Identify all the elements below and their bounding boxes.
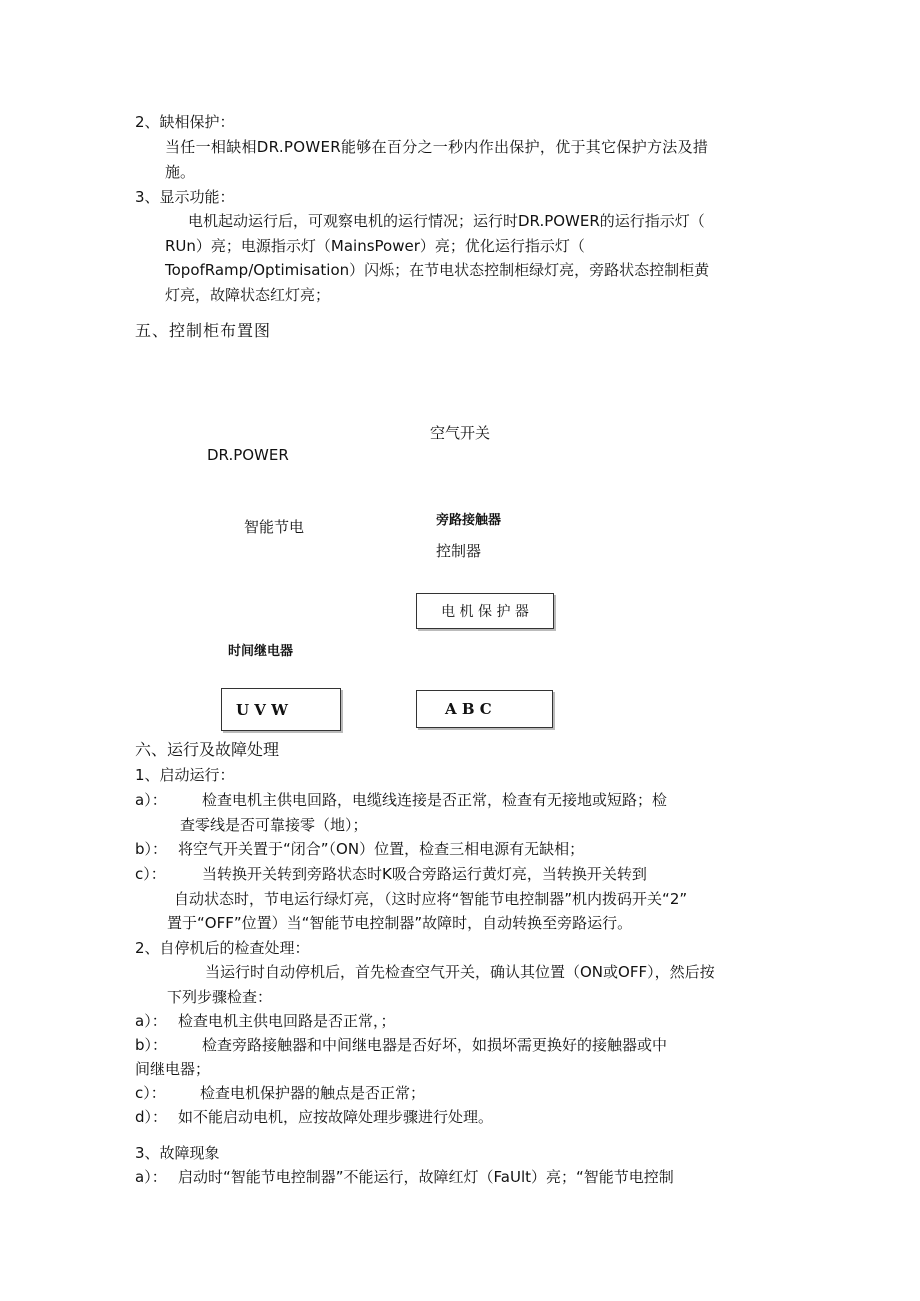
start-item-c-line: 置于“OFF”位置）当“智能节电控制器”故障时，自动转换至旁路运行。 xyxy=(167,914,633,932)
air-switch-label: 空气开关 xyxy=(430,424,491,442)
drpower-label: DR.POWER xyxy=(207,446,289,464)
display-function-line: 灯亮，故障状态红灯亮； xyxy=(165,286,331,304)
display-function-heading: 3、显示功能： xyxy=(135,188,235,206)
item-label-b: b）： xyxy=(135,1036,168,1054)
operation-fault-heading: 六、运行及故障处理 xyxy=(135,740,280,759)
stop-item-a-text: 检查电机主供电回路是否正常，； xyxy=(178,1012,396,1030)
uvw-terminal-box xyxy=(221,688,341,731)
abc-terminal-label: A B C xyxy=(445,700,492,718)
item-label-c: c）： xyxy=(135,1084,166,1102)
phase-protection-heading: 2、缺相保护： xyxy=(135,113,235,131)
auto-stop-heading: 2、自停机后的检查处理： xyxy=(135,939,310,957)
display-function-line: 电机起动运行后，可观察电机的运行情况；运行时DR.POWER的运行指示灯（ xyxy=(188,212,705,230)
stop-item-b-line: 检查旁路接触器和中间继电器是否好坏，如损坏需更换好的接触器或中 xyxy=(202,1036,668,1054)
time-relay-label: 时间继电器 xyxy=(228,644,294,659)
bypass-contactor-label: 旁路接触器 xyxy=(436,513,502,528)
controller-label: 控制器 xyxy=(436,542,482,560)
phase-protection-line: 施。 xyxy=(165,163,196,181)
item-label-a: a）： xyxy=(135,1012,167,1030)
fault-phenomena-heading: 3、故障现象 xyxy=(135,1144,220,1162)
start-item-a-line: 检查电机主供电回路，电缆线连接是否正常，检查有无接地或短路；检 xyxy=(202,791,668,809)
item-label-d: d）： xyxy=(135,1108,168,1126)
item-label-a: a）： xyxy=(135,791,167,809)
abc-terminal-box xyxy=(416,690,553,728)
phase-protection-line: 当任一相缺相DR.POWER能够在百分之一秒内作出保护，优于其它保护方法及措 xyxy=(165,138,709,156)
display-function-line: TopofRamp/Optimisation）闪烁；在节电状态控制柜绿灯亮，旁路状态控制柜黄 xyxy=(165,261,710,279)
item-label-a: a）： xyxy=(135,1168,167,1186)
start-operation-heading: 1、启动运行： xyxy=(135,766,235,784)
smart-saver-label: 智能节电 xyxy=(244,518,305,536)
item-label-c: c）： xyxy=(135,865,166,883)
uvw-terminal-label: U V W xyxy=(236,700,289,719)
auto-stop-intro-line: 下列步骤检查： xyxy=(167,988,273,1006)
stop-item-c-text: 检查电机保护器的触点是否正常； xyxy=(200,1084,426,1102)
stop-item-b-line: 间继电器； xyxy=(135,1060,211,1078)
start-item-a-line: 查零线是否可靠接零（地）； xyxy=(180,816,368,834)
control-cabinet-layout-heading: 五、控制柜布置图 xyxy=(135,321,272,340)
display-function-line: RUn）亮；电源指示灯（MainsPower）亮；优化运行指示灯（ xyxy=(165,237,585,255)
auto-stop-intro-line: 当运行时自动停机后，首先检查空气开关，确认其位置（ON或OFF），然后按 xyxy=(205,963,715,981)
start-item-c-line: 当转换开关转到旁路状态时K吸合旁路运行黄灯亮，当转换开关转到 xyxy=(202,865,647,883)
start-item-b-text: 将空气开关置于“闭合”（ON）位置，检查三相电源有无缺相； xyxy=(178,840,585,858)
item-label-b: b）： xyxy=(135,840,168,858)
stop-item-d-text: 如不能启动电机，应按故障处理步骤进行处理。 xyxy=(178,1108,494,1126)
fault-item-a-text: 启动时“智能节电控制器”不能运行，故障红灯（FaUlt）亮；“智能节电控制 xyxy=(178,1168,674,1186)
start-item-c-line: 自动状态时，节电运行绿灯亮，（这时应将“智能节电控制器”机内拨码开关“2” xyxy=(174,890,688,908)
motor-protector-box xyxy=(416,593,554,629)
motor-protector-label: 电 机 保 护 器 xyxy=(441,604,529,620)
